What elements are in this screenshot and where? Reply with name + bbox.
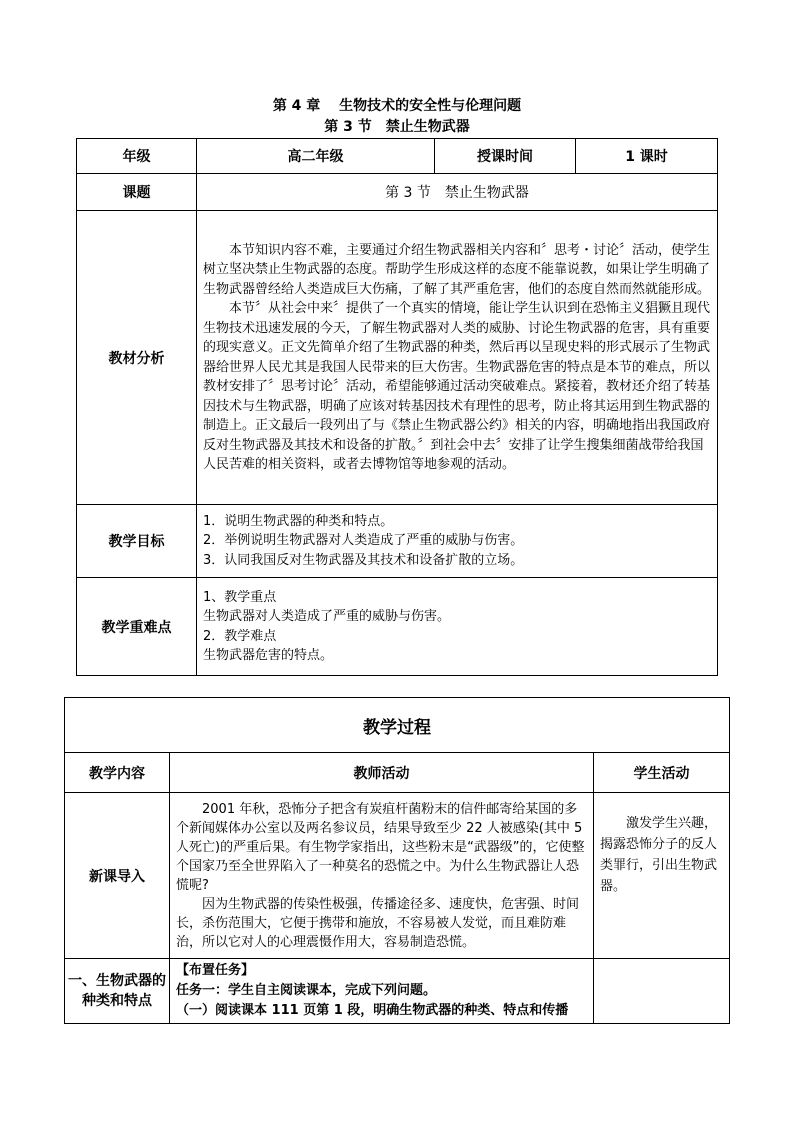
- topic-label: 课题: [77, 174, 197, 211]
- keypoint-line: 生物武器危害的特点。: [203, 648, 334, 663]
- grade-value: 高二年级: [197, 139, 435, 174]
- analysis-paragraph-2: 本节〞从社会中来〞提供了一个真实的情境，能让学生认识到在恐怖主义猖獗且现代生物技术迅速发展的今天，了解生物武器对人类的威胁、讨论生物武器的危害，具有重要的现实意义。正文先简单介绍了生物武器的种类，然后再以呈现史料的形式展示了生物武器给世界人民尤其是我国人民带来的巨大伤害。生物武器危害的特点是本节的难点，所以教材安排了〞思考讨论〞活动，希望能够通过活动突破难点。紧接着，教材还介绍了转基因技术与生物武器，明确了应该对转基因技术有理性的思考，防止将其运用到生物武器的制造上。正文最后一段列出了与《禁止生物武器公约》相关的内容，明确地指出我国政府反对生物武器及其技术和设备的扩散。〞到社会中去〞安排了让学生搜集细菌战带给我国人民苦难的相关资料，或者去博物馆等地参观的活动。: [203, 301, 711, 472]
- col-student-header: 学生活动: [594, 753, 730, 793]
- section-title: 第 3 节 禁止生物武器: [324, 119, 470, 135]
- topic-value: 第 3 节 禁止生物武器: [197, 174, 718, 211]
- goal-item: 3．认同我国反对生物武器及其技术和设备扩散的立场。: [203, 552, 524, 568]
- section1-label: 一、生物武器的种类和特点: [65, 959, 170, 1024]
- intro-paragraph-2: 因为生物武器的传染性极强，传播途径多、速度快，危害强、时间长，杀伤范围大，它便于携带和施放，不容易被人发觉，而且难防难治，所以它对人的心理震慑作用大，容易制造恐慌。: [176, 896, 580, 950]
- grade-label: 年级: [77, 139, 197, 174]
- process-title: 教学过程: [65, 698, 730, 753]
- keypoint-line: 2．教学难点: [203, 628, 277, 644]
- keypoints-label: 教学重难点: [77, 578, 197, 676]
- task-heading: 【布置任务】: [176, 963, 255, 978]
- intro-label: 新课导入: [65, 793, 170, 959]
- goal-item: 2．举例说明生物武器对人类造成了严重的威胁与伤害。: [203, 533, 524, 549]
- analysis-content: [197, 211, 718, 505]
- task-line: （一）阅读课本 111 页第 1 段，明确生物武器的种类、特点和传播: [176, 1003, 569, 1018]
- intro-teacher-activity: [170, 793, 594, 959]
- info-table: [76, 138, 718, 676]
- goals-label: 教学目标: [77, 505, 197, 578]
- lesson-time-value: 1 课时: [576, 139, 718, 174]
- intro-student-activity: 激发学生兴趣，揭露恐怖分子的反人类罪行，引出生物武器。: [594, 793, 730, 959]
- section1-teacher-activity: [170, 959, 594, 1024]
- task-line: 任务一：学生自主阅读课本，完成下列问题。: [176, 983, 437, 998]
- keypoint-line: 1、教学重点: [203, 589, 277, 605]
- keypoint-line: 生物武器对人类造成了严重的威胁与伤害。: [203, 609, 451, 624]
- analysis-label: 教材分析: [77, 211, 197, 505]
- goals-content: [197, 505, 718, 578]
- col-teacher-header: 教师活动: [170, 753, 594, 793]
- col-content-header: 教学内容: [65, 753, 170, 793]
- goal-item: 1．说明生物武器的种类和特点。: [203, 513, 394, 529]
- analysis-paragraph-1: 本节知识内容不难，主要通过介绍生物武器相关内容和〞思考・讨论〞活动，使学生树立坚决禁止生物武器的态度。帮助学生形成这样的态度不能靠说教，如果让学生明确了生物武器曾经给人类造成巨大伤痛，了解了其严重危害，他们的态度自然而然就能形成。: [203, 242, 711, 297]
- section1-student-activity: [594, 959, 730, 1024]
- chapter-title: 第 4 章 生物技术的安全性与伦理问题: [272, 98, 522, 114]
- intro-paragraph-1: 2001 年秋，恐怖分子把含有炭疽杆菌粉末的信件邮寄给某国的多个新闻媒体办公室以及两名参议员，结果导致至少 22 人被感染(其中 5 人死亡)的严重后果。有生物学家指出，这些粉末是“武器级”的，它使整个国家乃至全世界陷入了一种莫名的恐慌之中。为什么生物武器让人恐慌呢?: [176, 801, 585, 893]
- keypoints-content: [197, 578, 718, 676]
- process-table: [64, 697, 730, 1024]
- lesson-time-label: 授课时间: [435, 139, 576, 174]
